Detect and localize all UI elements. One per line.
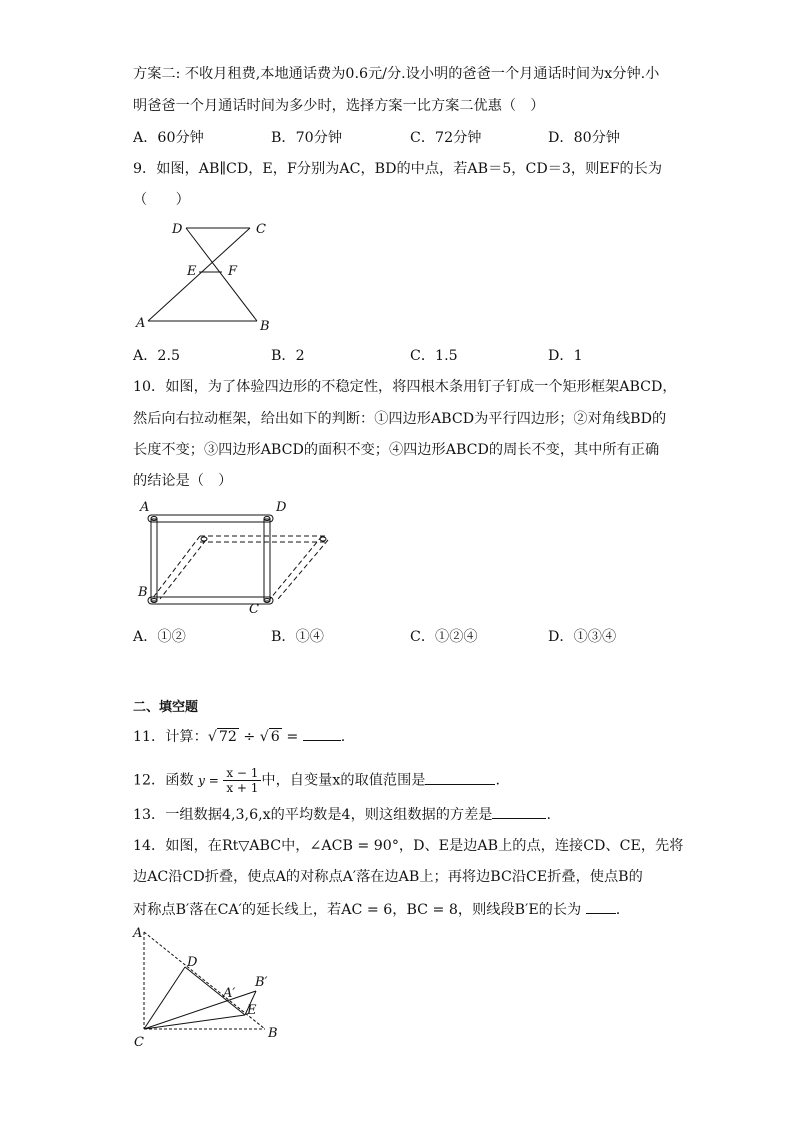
q14-answer-blank[interactable]	[586, 899, 616, 914]
q13-answer-blank[interactable]	[492, 804, 546, 819]
section-fill-in-title: 二、填空题	[133, 700, 199, 715]
q10-label-d: D	[276, 500, 287, 515]
q8-option-a: A．60分钟	[133, 130, 204, 146]
q8-option-d: D．80分钟	[548, 130, 620, 146]
q10-option-b: B．①④	[271, 629, 324, 645]
q10-label-c: C	[249, 602, 259, 617]
q12-answer-blank[interactable]	[425, 770, 495, 785]
q11-radical-1: √ 72	[207, 729, 237, 745]
q14-label-a-prime: A′	[223, 986, 236, 1001]
q11-answer-blank[interactable]	[303, 726, 341, 741]
q10-label-a: A	[140, 500, 150, 515]
q10-line4: 的结论是（ ）	[133, 473, 233, 489]
q14-label-c: C	[134, 1035, 144, 1050]
q10-figure	[130, 495, 350, 620]
q8-line2: 明爸爸一个月通话时间为多少时，选择方案一比方案二优惠（ ）	[133, 98, 545, 114]
q13-line: 13．一组数据4,3,6,x的平均数是4，则这组数据的方差是 .	[133, 804, 551, 825]
q14-label-e: E	[247, 1003, 257, 1018]
q9-label-b: B	[260, 319, 270, 334]
q8-option-c: C．72分钟	[410, 130, 482, 146]
q10-bar-right	[264, 519, 270, 601]
q12-fraction: $\frac{x - 1}{x + 1}$	[223, 766, 261, 795]
q10-bar-top	[148, 515, 273, 522]
q9-label-e: E	[187, 264, 197, 279]
q11-radical-2: √ 6	[259, 729, 280, 745]
q10-line1: 10．如图，为了体验四边形的不稳定性，将四根木条用钉子钉成一个矩形框架ABCD，	[133, 379, 677, 395]
q9-segment-db	[186, 228, 257, 321]
q12-line: 12．函数 y = $\frac{x - 1}{x + 1}$ 中，自变量x的取值范围是 .	[133, 766, 500, 795]
q9-label-d: D	[172, 222, 183, 237]
q11-line: 11．计算： √ 72 ÷ √ 6 = .	[133, 726, 345, 747]
q14-label-d: D	[187, 955, 198, 970]
q9-figure	[130, 215, 280, 335]
q10-option-c: C．①②④	[410, 629, 478, 645]
q9-label-c: C	[256, 222, 266, 237]
q9-line2: （ ）	[133, 192, 190, 208]
q10-label-b: B	[138, 585, 148, 600]
q9-option-d: D．1	[548, 348, 583, 364]
q8-option-b: B．70分钟	[271, 130, 343, 146]
q9-label-a: A	[136, 316, 146, 331]
q9-option-b: B．2	[271, 348, 305, 364]
q14-line3: 对称点B′落在CA′的延长线上，若AC = 6，BC = 8，则线段B′E的长为 .	[133, 899, 620, 920]
q10-line2: 然后向右拉动框架，给出如下的判断：①四边形ABCD为平行四边形；②对角线BD的	[133, 411, 667, 427]
q8-line1: 方案二: 不收月租费,本地通话费为0.6元/分.设小明的爸爸一个月通话时间为x分钟.小	[133, 66, 660, 82]
q14-figure	[130, 922, 290, 1052]
q14-label-b: B	[268, 1026, 278, 1041]
q9-option-c: C．1.5	[410, 348, 458, 364]
q14-line1: 14．如图，在Rt▽ABC中，∠ACB = 90°，D、E是边AB上的点，连接CD、CE，先将	[133, 838, 684, 854]
q9-line1: 9．如图，AB∥CD，E，F分别为AC，BD的中点，若AB＝5，CD＝3，则EF的长为	[133, 161, 663, 177]
q14-label-b-prime: B′	[255, 975, 268, 990]
q14-label-a: A	[133, 926, 143, 941]
q14-line2: 边AC沿CD折叠，使点A的对称点A′落在边AB上；再将边BC沿CE折叠，使点B的	[133, 869, 643, 885]
q9-label-f: F	[228, 264, 238, 279]
q10-option-d: D．①③④	[548, 629, 617, 645]
q10-bar-left	[151, 519, 157, 601]
q10-option-a: A．①②	[133, 629, 186, 645]
q9-option-a: A．2.5	[133, 348, 180, 364]
q10-line3: 长度不变；③四边形ABCD的面积不变；④四边形ABCD的周长不变，其中所有正确	[133, 442, 660, 458]
